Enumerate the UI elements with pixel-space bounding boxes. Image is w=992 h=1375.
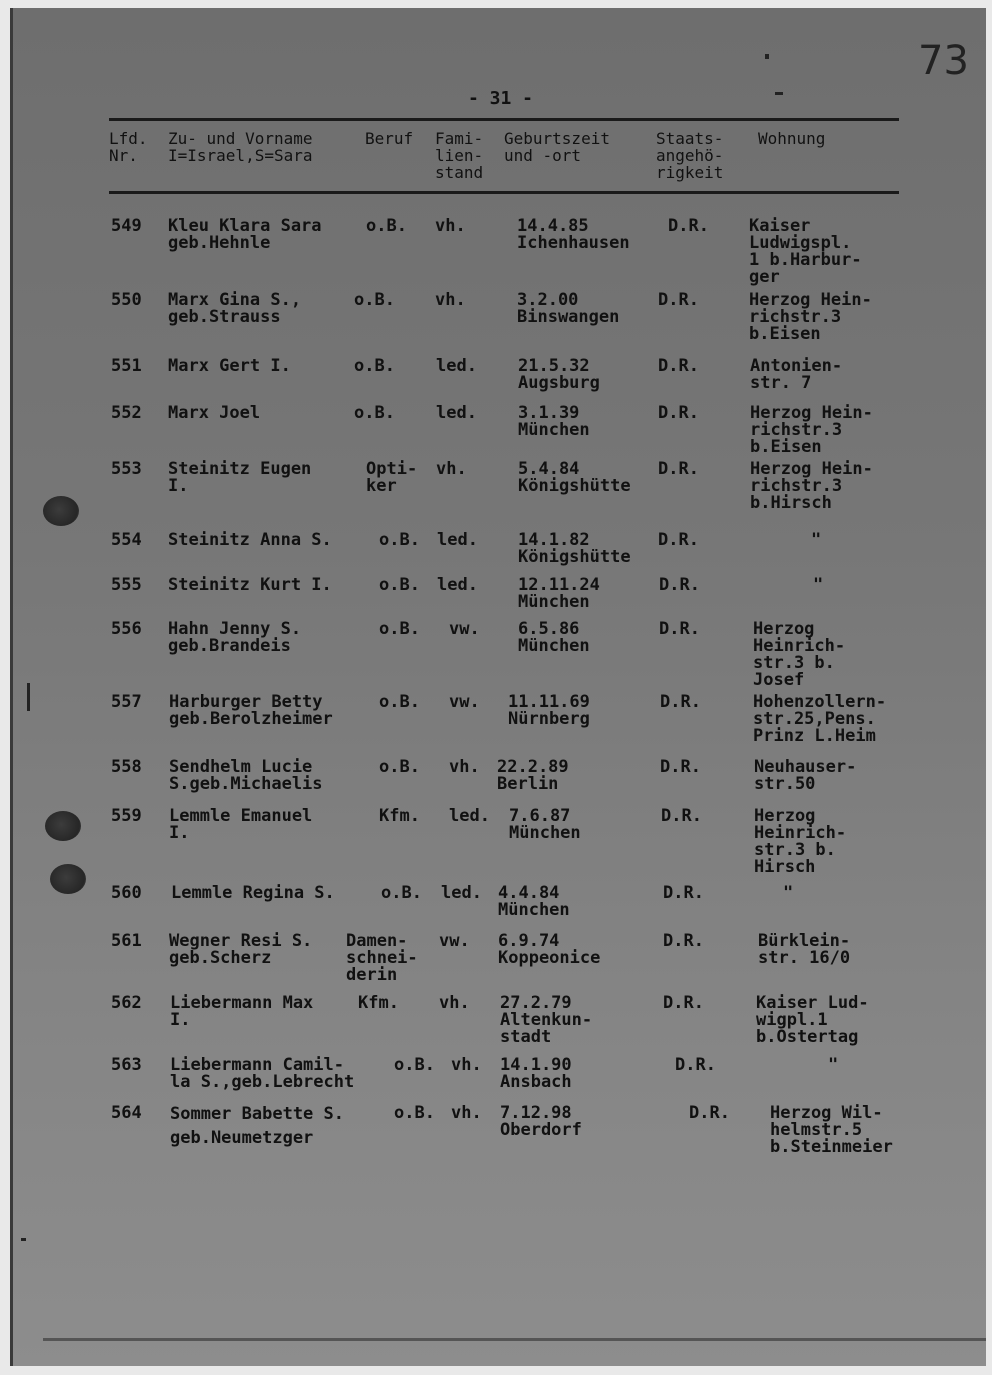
row-familienstand: vw. [449,619,480,639]
row-wohnung: Antonien- str. 7 [750,356,843,393]
row-geburt: 6.9.74 Koppeonice [498,931,601,968]
row-wohnung: Herzog Hein- richstr.3 b.Eisen [750,403,873,457]
row-nr: 560 [111,883,142,903]
row-nr: 563 [111,1055,142,1075]
row-geburt: 11.11.69 Nürnberg [508,692,590,729]
header-lfd-nr: Lfd. Nr. [109,129,148,165]
row-beruf: o.B. [379,575,420,595]
row-nr: 550 [111,290,142,310]
row-name: Steinitz Kurt I. [168,575,332,595]
header-name: Zu- und Vorname I=Israel,S=Sara [168,129,313,165]
row-staat: D.R. [658,530,699,550]
row-familienstand: led. [436,356,477,376]
row-staat: D.R. [658,356,699,376]
row-name: Hahn Jenny S. geb.Brandeis [168,619,302,656]
row-familienstand: vh. [451,1055,482,1075]
row-staat: D.R. [659,619,700,639]
row-familienstand: vh. [435,216,466,236]
row-beruf: o.B. [381,883,422,903]
row-nr: 561 [111,931,142,951]
row-staat: D.R. [663,883,704,903]
row-wohnung: " [811,530,822,550]
row-geburt: 5.4.84 Königshütte [518,459,631,496]
row-nr: 554 [111,530,142,550]
row-staat: D.R. [663,993,704,1013]
row-staat: D.R. [658,290,699,310]
row-name: Marx Joel [168,403,261,423]
row-beruf: Kfm. [358,993,399,1013]
scan-edge [43,1338,986,1341]
row-beruf: o.B. [379,692,420,712]
header-top-rule [109,118,899,121]
row-wohnung: " [783,883,794,903]
row-familienstand: led. [437,575,478,595]
row-staat: D.R. [658,403,699,423]
row-geburt: 3.2.00 Binswangen [517,290,620,327]
row-geburt: 6.5.86 München [518,619,590,656]
row-wohnung: Herzog Hein- richstr.3 b.Eisen [749,290,872,344]
margin-mark [21,1238,26,1241]
row-wohnung: " [828,1055,839,1075]
row-nr: 551 [111,356,142,376]
row-nr: 552 [111,403,142,423]
row-beruf: o.B. [379,619,420,639]
row-name: Wegner Resi S. geb.Scherz [169,931,313,968]
row-beruf: Kfm. [379,806,420,826]
page-number: - 31 - [468,88,534,109]
row-geburt: 4.4.84 München [498,883,570,920]
row-name: Sendhelm Lucie S.geb.Michaelis [169,757,323,794]
row-geburt: 14.4.85 Ichenhausen [517,216,630,253]
row-wohnung: Bürklein- str. 16/0 [758,931,851,968]
row-familienstand: led. [437,530,478,550]
row-beruf: Opti- ker [366,459,418,496]
row-name: Marx Gina S., geb.Strauss [168,290,302,327]
row-familienstand: vh. [435,290,466,310]
row-name: Steinitz Anna S. [168,530,332,550]
row-name: Sommer Babette S. geb.Neumetzger [170,1104,344,1148]
row-staat: D.R. [659,575,700,595]
row-familienstand: vw. [439,931,470,951]
row-familienstand: led. [449,806,490,826]
row-familienstand: vh. [449,757,480,777]
row-familienstand: vh. [451,1103,482,1123]
row-staat: D.R. [660,692,701,712]
row-beruf: o.B. [354,290,395,310]
header-staat: Staats- angehö- rigkeit [656,129,724,182]
row-name: Lemmle Emanuel I. [169,806,313,843]
row-name: Liebermann Camil- la S.,geb.Lebrecht [170,1055,355,1092]
row-familienstand: vh. [439,993,470,1013]
punch-hole [50,864,86,894]
row-beruf: o.B. [354,356,395,376]
row-wohnung: Kaiser Ludwigspl. 1 b.Harbur- ger [749,216,862,287]
row-name: Liebermann Max I. [170,993,314,1030]
row-familienstand: led. [441,883,482,903]
row-geburt: 7.6.87 München [509,806,581,843]
row-name: Lemmle Regina S. [171,883,335,903]
row-geburt: 27.2.79 Altenkun- stadt [500,993,593,1047]
row-staat: D.R. [660,757,701,777]
row-geburt: 21.5.32 Augsburg [518,356,600,393]
row-nr: 553 [111,459,142,479]
row-nr: 556 [111,619,142,639]
row-beruf: o.B. [379,757,420,777]
row-wohnung: Neuhauser- str.50 [754,757,857,794]
row-familienstand: vh. [436,459,467,479]
row-beruf: o.B. [394,1055,435,1075]
row-wohnung: " [813,575,824,595]
scanned-document-page [10,8,986,1366]
ink-speck [765,54,769,59]
margin-mark [27,683,30,711]
header-geburt: Geburtszeit und -ort [504,129,610,165]
row-nr: 549 [111,216,142,236]
row-nr: 555 [111,575,142,595]
header-bottom-rule [109,191,899,194]
header-wohnung: Wohnung [758,129,826,148]
header-familienstand: Fami- lien- stand [435,129,484,182]
row-nr: 559 [111,806,142,826]
row-geburt: 14.1.82 Königshütte [518,530,631,567]
punch-hole [45,811,81,841]
row-nr: 562 [111,993,142,1013]
ink-speck [775,92,783,95]
folio-number: 73 [918,38,969,84]
row-familienstand: vw. [449,692,480,712]
row-nr: 564 [111,1103,142,1123]
row-nr: 558 [111,757,142,777]
row-geburt: 14.1.90 Ansbach [500,1055,572,1092]
row-beruf: Damen- schnei- derin [346,931,418,985]
row-staat: D.R. [675,1055,716,1075]
row-wohnung: Kaiser Lud- wigpl.1 b.Ostertag [756,993,869,1047]
row-staat: D.R. [661,806,702,826]
row-beruf: o.B. [394,1103,435,1123]
row-staat: D.R. [658,459,699,479]
row-name: Harburger Betty geb.Berolzheimer [169,692,333,729]
row-nr: 557 [111,692,142,712]
row-name: Marx Gert I. [168,356,291,376]
row-wohnung: Herzog Hein- richstr.3 b.Hirsch [750,459,873,513]
row-wohnung: Hohenzollern- str.25,Pens. Prinz L.Heim [753,692,887,746]
header-beruf: Beruf [365,129,414,148]
row-name: Kleu Klara Sara geb.Hehnle [168,216,322,253]
row-staat: D.R. [663,931,704,951]
row-wohnung: Herzog Heinrich- str.3 b. Josef [753,619,846,690]
row-geburt: 3.1.39 München [518,403,590,440]
row-name: Steinitz Eugen I. [168,459,312,496]
row-familienstand: led. [436,403,477,423]
punch-hole [43,496,79,526]
row-staat: D.R. [668,216,709,236]
row-wohnung: Herzog Heinrich- str.3 b. Hirsch [754,806,847,877]
row-wohnung: Herzog Wil- helmstr.5 b.Steinmeier [770,1103,893,1157]
row-beruf: o.B. [379,530,420,550]
row-beruf: o.B. [354,403,395,423]
row-beruf: o.B. [366,216,407,236]
row-geburt: 7.12.98 Oberdorf [500,1103,582,1140]
row-geburt: 12.11.24 München [518,575,600,612]
row-geburt: 22.2.89 Berlin [497,757,569,794]
row-staat: D.R. [689,1103,730,1123]
